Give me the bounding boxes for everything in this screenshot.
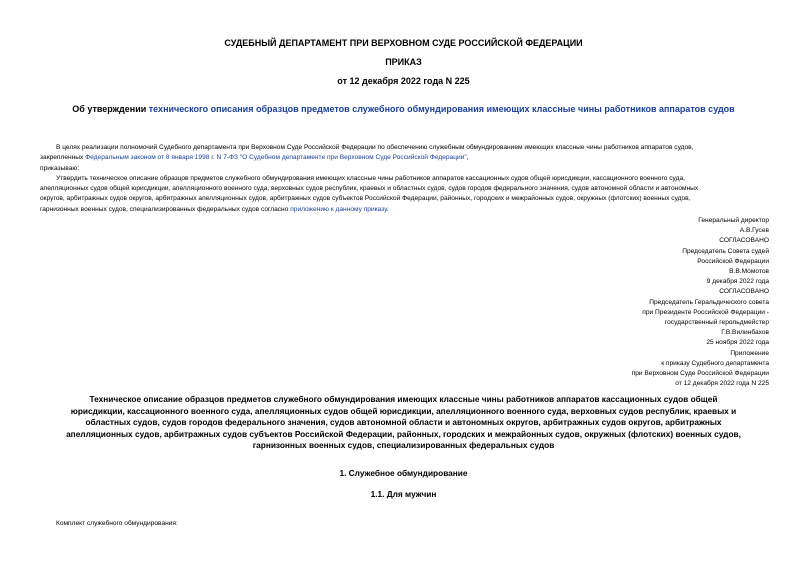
signature-line: Приложение [730,349,769,357]
signature-line: Председатель Геральдического совета [649,298,769,306]
preamble-line-2-suffix: , [466,154,469,161]
signature-block [632,216,769,389]
order-line-4-suffix: . [386,206,389,213]
order-line-3: округов, арбитражных судов округов, арбитражных апелляционных судов, арбитражных судов субъектов Российской Федерации, районных, городских и межрайонных судов, окружных (флотских) военных судов, [40,195,691,202]
signature-line: СОГЛАСОВАНО [719,288,769,296]
signature-line: 9 декабря 2022 года [706,278,769,286]
signature-line: от 12 декабря 2022 года N 225 [675,380,769,388]
kit-label: Комплект служебного обмундирования: [56,520,178,527]
doc-subject-link[interactable]: технического описания образцов предметов служебного обмундирования имеющих классные чины работников аппаратов судов [148,104,735,114]
signature-line: СОГЛАСОВАНО [719,237,769,245]
appendix-title-line: юрисдикции, кассационного военного суда, апелляционных судов общей юрисдикции, апелляционного военного суда, верховных судов республик, краевых и [70,405,737,416]
signature-line: 25 ноября 2022 года [706,339,769,347]
section-1-heading: 1. Служебное обмундирование [339,468,468,478]
doc-date-number: от 12 декабря 2022 года N 225 [337,76,470,86]
signature-line: к приказу Судебного департамента [661,359,769,367]
preamble-line-1: В целях реализации полномочий Судебного департамента при Верховном Суде Российской Федерации по обеспечению служебным обмундированием имеющих классные чины работников аппаратов судов, [56,144,694,151]
signature-line: Российской Федерации [697,257,769,265]
appendix-title-line: апелляционных судов, арбитражных судов субъектов Российской Федерации, районных, городских и межрайонных судов, окружных (флотских) военных судов, [66,428,741,439]
order-line-4 [40,205,389,215]
order-line-4-prefix: гарнизонных военных судов, специализированных федеральных судов согласно [40,206,291,213]
signature-line: Председатель Совета судей [682,247,769,255]
appendix-title-line: гарнизонных военных судов, специализированных федеральных судов [252,440,555,451]
signature-line: государственный герольдмейстер [664,319,769,327]
signature-line: при Президенте Российской Федерации - [642,308,769,316]
section-1-1-heading: 1.1. Для мужчин [370,489,437,499]
preamble-line-3: приказываю: [40,165,80,172]
doc-subject-prefix: Об утверждении [72,104,149,114]
doc-type-heading: ПРИКАЗ [385,57,422,67]
appendix-title-line: областных судов, судов городов федерального значения, судов автономной области и автономных округов, арбитражных судов округов, арбитражных [85,417,722,428]
order-line-1: Утвердить техническое описание образцов предметов служебного обмундирования имеющих классные чины работников аппаратов кассационных судов общей юрисдикции, кассационного военного суда, [56,175,685,182]
appendix-title [40,394,767,452]
signature-line: Г.В.Вилинбахов [721,329,769,337]
appendix-link[interactable]: приложению к данному приказу [290,206,387,213]
preamble-line-2 [40,153,469,163]
order-line-2: апелляционных судов общей юрисдикции, апелляционного военного суда, верховных судов республик, краевых и областных судов, судов городов федерального значения, судов автономной области и автономных [40,185,699,192]
signature-line: А.В.Гусев [739,227,769,235]
appendix-title-line: Техническое описание образцов предметов служебного обмундирования имеющих классные чины работников аппаратов кассационных судов общей [89,394,718,404]
signature-line: В.В.Момотов [729,268,769,276]
signature-line: при Верховном Суде Российской Федерации [631,370,769,378]
signature-line: Генеральный директор [698,217,769,224]
preamble-line-2-prefix: закрепленных [40,154,86,161]
department-heading: СУДЕБНЫЙ ДЕПАРТАМЕНТ ПРИ ВЕРХОВНОМ СУДЕ РОССИЙСКОЙ ФЕДЕРАЦИИ [224,38,583,48]
federal-law-link[interactable]: Федеральным законом от 8 января 1998 г. N 7-ФЗ "О Судебном департаменте при Верховном Суде Российской Федерации" [85,154,467,161]
doc-subject [0,104,807,114]
